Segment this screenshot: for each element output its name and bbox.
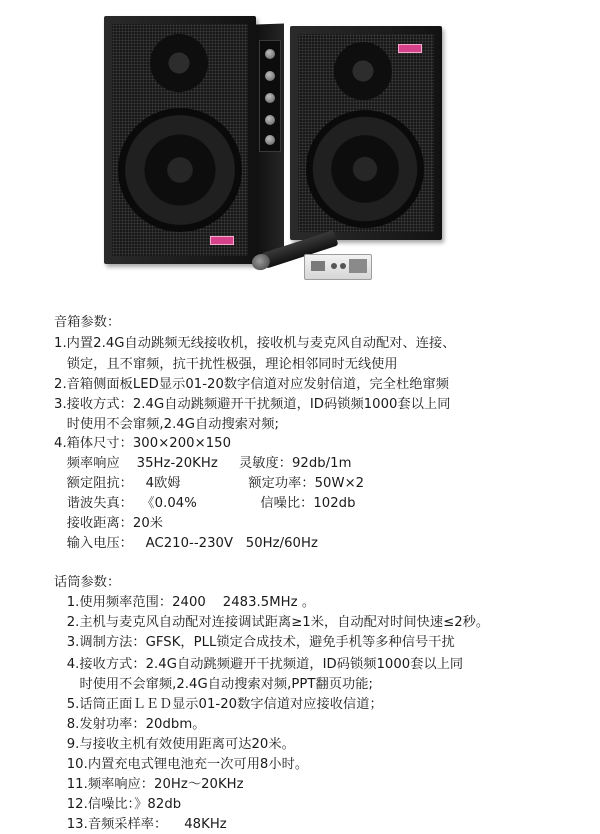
speaker-spec-line: 锁定，且不窜频，抗干扰性极强，理论相邻同时无线使用 — [54, 357, 398, 372]
speaker-spec-line: 2.音箱侧面板LED显示01-20数字信道对应发射信道，完全杜绝窜频 — [54, 377, 449, 392]
speaker-specs-heading: 音箱参数： — [54, 315, 121, 330]
mic-spec-line: 11.频率响应：20Hz～20KHz — [54, 777, 244, 792]
control-panel-icon — [259, 40, 281, 152]
receiver-button-icon — [340, 263, 346, 269]
mic-spec-line: 1.使用频率范围：2400 2483.5MHz 。 — [54, 595, 316, 610]
speaker-spec-line: 谐波失真： 《0.04% 信噪比：102db — [54, 496, 356, 511]
speaker-spec-line: 频率响应 35Hz-20KHz 灵敏度：92db/1m — [54, 456, 352, 471]
knob-icon — [265, 49, 275, 59]
knob-icon — [265, 71, 275, 81]
speaker-grille — [298, 34, 434, 232]
speaker-spec-line: 接收距离：20米 — [54, 516, 164, 531]
right-speaker-icon — [290, 26, 442, 240]
receiver-port-icon — [349, 259, 367, 273]
speaker-spec-line: 额定阻抗： 4欧姆 额定功率：50W×2 — [54, 476, 365, 491]
mic-spec-line: 8.发射功率：20dbm。 — [54, 717, 206, 732]
knob-icon — [265, 115, 275, 125]
speaker-spec-line: 时使用不会窜频,2.4G自动搜索对频; — [54, 417, 279, 432]
speaker-grille — [112, 24, 248, 256]
knob-icon — [265, 135, 275, 145]
speaker-spec-line: 4.箱体尺寸：300×200×150 — [54, 436, 232, 451]
mic-spec-line: 4.接收方式：2.4G自动跳频避开干扰频道，ID码锁频1000套以上同 — [54, 657, 464, 672]
speaker-spec-line: 输入电压： AC210--230V 50Hz/60Hz — [54, 536, 318, 551]
mic-spec-line: 时使用不会窜频,2.4G自动搜索对频,PPT翻页功能; — [54, 677, 373, 692]
woofer-icon — [306, 110, 424, 228]
mic-specs-heading: 话筒参数： — [54, 575, 121, 590]
woofer-icon — [118, 108, 242, 232]
mic-spec-line: 13.音频采样率： 48KHz — [54, 817, 227, 832]
speaker-spec-line: 1.内置2.4G自动跳频无线接收机，接收机与麦克风自动配对、连接、 — [54, 336, 456, 351]
mic-spec-line: 3.调制方法：GFSK，PLL锁定合成技术，避免手机等多种信号干扰 — [54, 635, 455, 650]
left-speaker-icon — [104, 16, 256, 264]
brand-badge-icon — [210, 236, 234, 245]
receiver-icon — [304, 254, 372, 280]
mic-spec-line: 2.主机与麦克风自动配对连接调试距离≥1米，自动配对时间快速≤2秒。 — [54, 615, 490, 630]
brand-badge-icon — [398, 44, 422, 53]
speaker-spec-line: 3.接收方式：2.4G自动跳频避开干扰频道，ID码锁频1000套以上同 — [54, 397, 451, 412]
product-photo — [0, 0, 600, 300]
mic-spec-line: 12.信噪比：》82db — [54, 797, 182, 812]
mic-spec-line: 9.与接收主机有效使用距离可达20米。 — [54, 737, 295, 752]
knob-icon — [265, 93, 275, 103]
receiver-button-icon — [331, 263, 337, 269]
tweeter-icon — [334, 42, 392, 100]
tweeter-icon — [150, 34, 208, 92]
mic-spec-line: 10.内置充电式锂电池充一次可用8小时。 — [54, 757, 309, 772]
receiver-display-icon — [311, 261, 325, 271]
mic-spec-line: 5.话筒正面ＬＥＤ显示01-20数字信道对应接收信道； — [54, 697, 383, 712]
